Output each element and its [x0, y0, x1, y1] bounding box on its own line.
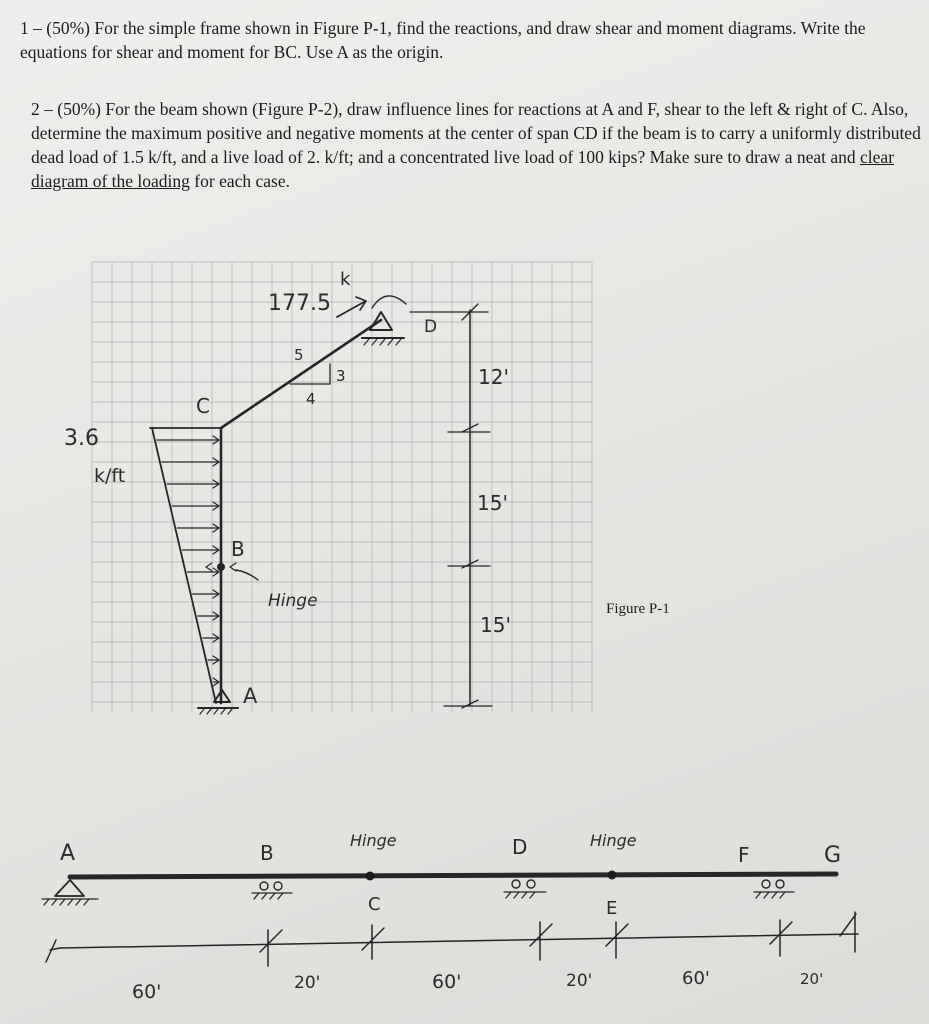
p2-label-e: E: [606, 898, 618, 919]
load-arrow: [182, 546, 219, 554]
load-arrow: [193, 590, 219, 598]
problem-1-text: 1 – (50%) For the simple frame shown in Figure P-1, find the reactions, and draw shear and moment diagrams. Write the equations for shear and moment for BC. Use A as the origin.: [20, 18, 866, 62]
problem-2-body: 2 – (50%) For the beam shown (Figure P-2), draw influence lines for reactions at A and F, shear to the left & right of C. Also, determine the maximum positive and negative moments at the center of span CD if the beam is to carry a uniformly distributed dead load of 1.5 k/ft, and a live load of 2. k/ft; and a concentrated live load of 100 kips? Make sure to draw a neat and: [31, 99, 921, 167]
span-ab: 60': [132, 981, 162, 1003]
slope-hyp-label: 5: [294, 346, 304, 364]
figure-p2: [42, 831, 858, 1003]
hinge-b-pointer: [236, 570, 258, 580]
span-cd: 60': [432, 971, 462, 993]
load-arrow: [162, 458, 219, 466]
slope-vert-label: 3: [336, 367, 346, 385]
dim-15-lower: 15': [480, 613, 511, 637]
p2-hinge-1: Hinge: [350, 831, 397, 850]
grid-paper: [92, 262, 592, 712]
span-dimension-line: [50, 934, 858, 950]
p2-label-f: F: [738, 843, 750, 867]
p2-label-d: D: [512, 835, 528, 859]
distributed-load-arrows: [157, 436, 219, 686]
hinge-b-dot: [217, 563, 225, 571]
label-b: B: [231, 537, 245, 561]
roller-support-d: [504, 880, 546, 898]
label-c: C: [196, 394, 210, 418]
hinge-e: [608, 871, 617, 880]
slope-horiz-label: 4: [306, 390, 316, 408]
load-arrow: [157, 436, 219, 444]
p2-label-b: B: [260, 841, 274, 865]
support-a: [55, 880, 84, 896]
point-load-unit: k: [340, 269, 351, 290]
roller-support-f: [754, 880, 794, 898]
span-ef: 60': [682, 968, 710, 989]
span-bc: 20': [294, 973, 321, 993]
span-dimension-ticks: [46, 912, 856, 966]
support-a-ground: [42, 899, 98, 905]
load-arrow: [208, 656, 219, 664]
span-de: 20': [566, 971, 593, 991]
problem-2-tail: for each case.: [189, 171, 290, 191]
support-a-hatch: [200, 709, 232, 714]
problem-2-underlined: clear diagram of the loading: [31, 147, 895, 191]
label-a: A: [243, 684, 258, 708]
figure-p1: [64, 269, 511, 714]
p2-label-a: A: [60, 841, 76, 866]
load-unit-label: k/ft: [94, 465, 126, 487]
member-cd: [221, 320, 381, 428]
load-arrow: [167, 480, 219, 488]
span-fg: 20': [800, 970, 824, 988]
load-arrow: [213, 678, 219, 686]
figure-p1-caption: Figure P-1: [606, 601, 670, 617]
roller-support-b: [252, 882, 292, 899]
beam: [70, 874, 836, 877]
dim-15-upper: 15': [477, 491, 508, 515]
p2-label-c: C: [368, 894, 381, 915]
hinge-label: Hinge: [268, 591, 318, 611]
load-value-label: 3.6: [64, 426, 99, 451]
hinge-c: [366, 872, 375, 881]
p2-label-g: G: [824, 843, 842, 868]
point-load-value: 177.5: [268, 291, 331, 316]
load-arrow: [177, 524, 219, 532]
label-d: D: [424, 317, 438, 337]
load-arrow: [198, 612, 219, 620]
load-arrow: [203, 634, 219, 642]
p2-hinge-2: Hinge: [590, 831, 637, 850]
dim-12: 12': [478, 365, 509, 389]
